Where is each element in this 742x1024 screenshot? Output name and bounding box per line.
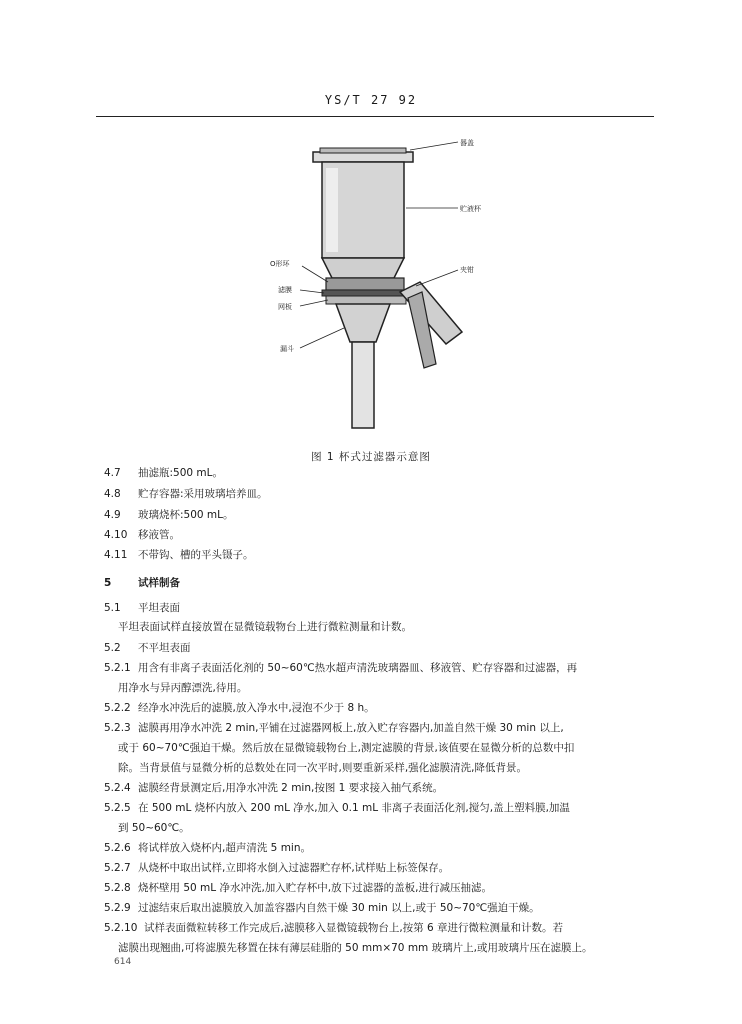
clause-number: 5.2.4 xyxy=(104,782,131,794)
clause-number: 5.2.1 xyxy=(104,662,131,674)
figure-caption: 图 1 杯式过滤器示意图 xyxy=(311,451,431,463)
clause-text: 玻璃烧杯:500 mL。 xyxy=(138,509,234,521)
text-line xyxy=(104,821,678,836)
clause-number: 5.2.8 xyxy=(104,882,131,894)
funnel-stem-shape xyxy=(352,342,374,428)
label-clamp: 夹钳 xyxy=(460,266,474,274)
text-line xyxy=(104,841,664,856)
text-line xyxy=(104,661,664,676)
text-line xyxy=(104,528,664,543)
text-line xyxy=(104,781,664,796)
clause-number: 5.2.10 xyxy=(104,922,138,934)
clause-number: 5.2.9 xyxy=(104,902,131,914)
clause-text: 经净水冲洗后的滤膜,放入净水中,浸泡不少于 8 h。 xyxy=(138,702,375,714)
page-number: 614 xyxy=(114,957,132,967)
clause-text: 在 500 mL 烧杯内放入 200 mL 净水,加入 0.1 mL 非离子表面活化剂,搅匀,盖上塑料膜,加温 xyxy=(138,802,570,814)
clause-text: 或于 60~70℃强迫干燥。然后放在显微镜载物台上,测定滤膜的背景,该值要在显微分析的总数中扣 xyxy=(118,742,575,754)
text-line xyxy=(104,681,678,696)
clause-number: 5.2 xyxy=(104,642,121,654)
clause-text: 到 50~60℃。 xyxy=(118,822,190,834)
funnel-shape xyxy=(336,304,390,342)
text-line xyxy=(104,576,664,591)
clause-text: 平坦表面 xyxy=(138,602,180,614)
clause-text: 滤膜出现翘曲,可将滤膜先移置在抹有薄层硅脂的 50 mm×70 mm 玻璃片上,或用玻璃片压在滤膜上。 xyxy=(118,942,593,954)
text-line xyxy=(104,620,678,635)
clause-text: 从烧杯中取出试样,立即将水倒入过滤器贮存杯,试样贴上标签保存。 xyxy=(138,862,450,874)
clause-number: 5.1 xyxy=(104,602,121,614)
clamp-arm-shape xyxy=(400,282,462,344)
clause-text: 平坦表面试样直接放置在显微镜载物台上进行微粒测量和计数。 xyxy=(118,621,412,633)
document-header: YS/T 27 92 xyxy=(324,93,418,107)
lid-top-shape xyxy=(320,148,406,153)
clause-text: 烧杯壁用 50 mL 净水冲洗,加入贮存杯中,放下过滤器的盖板,进行减压抽滤。 xyxy=(138,882,492,894)
text-line xyxy=(104,548,664,563)
screen-shape xyxy=(326,296,406,304)
text-line xyxy=(104,761,678,776)
clause-text: 不带钩、槽的平头镊子。 xyxy=(138,549,254,561)
clause-number: 4.10 xyxy=(104,529,128,541)
clause-text: 滤膜再用净水冲洗 2 min,平铺在过滤器网板上,放入贮存容器内,加盖自然干燥 30 min 以上, xyxy=(138,722,564,734)
clause-number: 5 xyxy=(104,577,112,589)
clause-number: 4.8 xyxy=(104,488,121,500)
clause-text: 将试样放入烧杯内,超声清洗 5 min。 xyxy=(138,842,311,854)
text-line xyxy=(104,861,664,876)
label-cup: 贮液杯 xyxy=(460,205,481,213)
clause-number: 5.2.2 xyxy=(104,702,131,714)
text-line xyxy=(104,921,664,936)
text-line xyxy=(104,487,664,502)
clause-text: 试样制备 xyxy=(138,577,180,589)
clause-text: 抽滤瓶:500 mL。 xyxy=(138,467,223,479)
clause-number: 5.2.3 xyxy=(104,722,131,734)
clause-number: 4.9 xyxy=(104,509,121,521)
cup-taper-shape xyxy=(322,258,404,278)
clause-text: 移液管。 xyxy=(138,529,180,541)
label-lid: 器盖 xyxy=(460,139,474,147)
clause-number: 5.2.6 xyxy=(104,842,131,854)
text-line xyxy=(104,901,664,916)
text-line xyxy=(104,508,664,523)
text-line xyxy=(104,641,664,656)
clause-text: 用净水与异丙醇漂洗,待用。 xyxy=(118,682,248,694)
text-line xyxy=(104,701,664,716)
clause-text: 不平坦表面 xyxy=(138,642,191,654)
clause-text: 滤膜经背景测定后,用净水冲洗 2 min,按图 1 要求接入抽气系统。 xyxy=(138,782,444,794)
text-line xyxy=(104,881,664,896)
clause-number: 4.11 xyxy=(104,549,128,561)
text-line xyxy=(104,941,678,956)
text-line xyxy=(104,721,664,736)
clause-text: 贮存容器:采用玻璃培养皿。 xyxy=(138,488,268,500)
cup-filter-drawing xyxy=(240,132,540,462)
clause-text: 试样表面微粒转移工作完成后,滤膜移入显微镜载物台上,按第 6 章进行微粒测量和计数。若 xyxy=(144,922,564,934)
text-line xyxy=(104,801,664,816)
header-rule xyxy=(96,116,654,117)
clause-text: 过滤结束后取出滤膜放入加盖容器内自然干燥 30 min 以上,或于 50~70℃强迫干燥。 xyxy=(138,902,540,914)
clause-number: 5.2.7 xyxy=(104,862,131,874)
label-membrane: 滤膜 xyxy=(278,286,292,294)
filter-diagram xyxy=(240,132,540,462)
label-screen: 网板 xyxy=(278,303,292,311)
label-oring: O形环 xyxy=(270,260,290,268)
text-line xyxy=(104,466,664,481)
oring-shape xyxy=(326,278,404,290)
clause-text: 除。当背景值与显微分析的总数处在同一次平时,则要重新采样,强化滤膜清洗,降低背景。 xyxy=(118,762,528,774)
clause-text: 用含有非离子表面活化剂的 50~60℃热水超声清洗玻璃器皿、移液管、贮存容器和过滤器，再 xyxy=(138,662,578,674)
clause-number: 4.7 xyxy=(104,467,121,479)
clause-number: 5.2.5 xyxy=(104,802,131,814)
text-line xyxy=(104,601,664,616)
label-funnel: 漏斗 xyxy=(280,345,294,353)
cup-highlight-shape xyxy=(326,168,338,252)
text-line xyxy=(104,741,678,756)
